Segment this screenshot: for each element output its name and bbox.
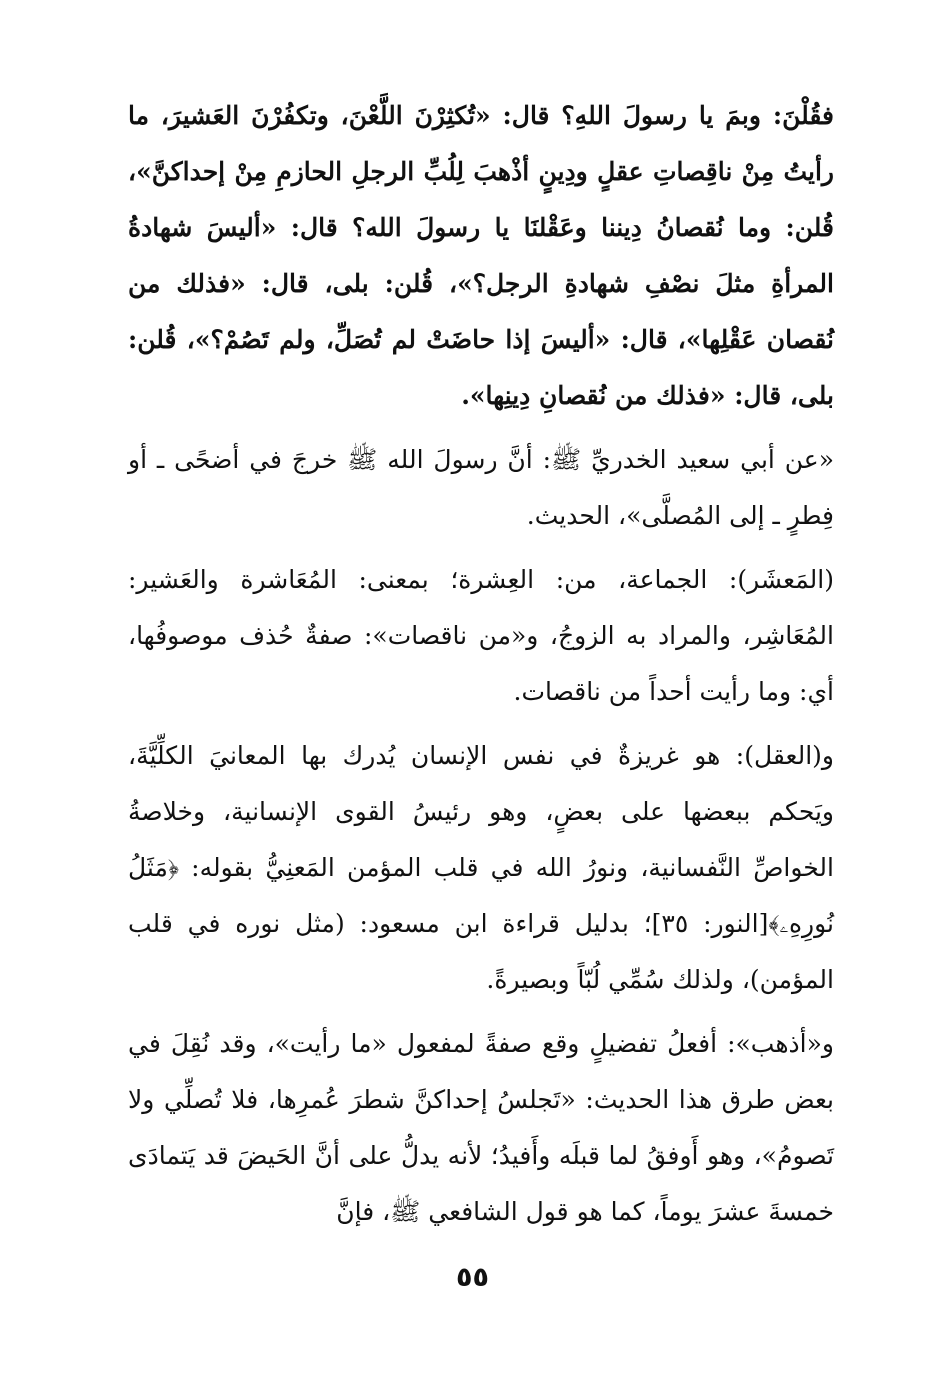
page-body-text (128, 88, 834, 1240)
paragraph-hadith-reference: «عن أبي سعيد الخدريِّ ﷺ: أنَّ رسولَ الله ﷺ خرجَ في أضحًى ـ أو فِطرٍ ـ إلى المُصلَّى»، الحديث. (128, 445, 834, 530)
paragraph-definition-maashar: (المَعشَر): الجماعة، من: العِشرة؛ بمعنى: المُعَاشرة والعَشير: المُعَاشِر، والمراد به الزوجُ، و«من ناقصات»: صفةٌ حُذف موصوفُها، أي: وما رأيت أحداً من ناقصات. (128, 565, 834, 706)
paragraph-definition-aql: و(العقل): هو غريزةٌ في نفس الإنسان يُدرك بها المعانيَ الكلِّيَّةَ، ويَحكم ببعضها على بعضٍ، وهو رئيسُ القوى الإنسانية، وخلاصةُ الخواصِّ النَّفسانية، ونورُ الله في قلب المؤمن المَعنِيُّ بقوله: ﴿مَثَلُ نُورِهِۦ﴾[النور: ٣٥]؛ بدليل قراءة ابن مسعود: (مثل نوره في قلب المؤمن)، ولذلك سُمِّي لُبّاً وبصيرةً. (128, 741, 834, 994)
page-number: ٥٥ (456, 1262, 489, 1293)
paragraph-definition-adhhab: و«أذهب»: أفعلُ تفضيلٍ وقع صفةً لمفعول «ما رأيت»، وقد نُقِلَ في بعض طرق هذا الحديث: «تَجلسُ إحداكنَّ شطرَ عُمرِها، فلا تُصلِّي ولا تَصومُ»، وهو أَوفقُ لما قبلَه وأَفيدُ؛ لأنه يدلُّ على أنَّ الحَيضَ قد يَتمادَى خمسةَ عشرَ يوماً، كما هو قول الشافعي ﷺ، فإنَّ (128, 1029, 834, 1226)
paragraph-hadith-dialogue: فقُلْنَ: وبمَ يا رسولَ اللهِ؟ قال: «تُكثِرْنَ اللَّعْنَ، وتكفُرْنَ العَشيرَ، ما رأيتُ مِنْ ناقِصاتِ عقلٍ ودِينٍ أذْهبَ لِلُبِّ الرجلِ الحازمِ مِنْ إحداكنَّ»، قُلن: وما نُقصانُ دِيننا وعَقْلنَا يا رسولَ الله؟ قال: «أليسَ شهادةُ المرأةِ مثلَ نصْفِ شهادةِ الرجل؟»، قُلن: بلى، قال: «فذلك من نُقصان عَقْلِها»، قال: «أليسَ إذا حاضَتْ لم تُصَلِّ، ولم تَصُمْ؟»، قُلن: بلى، قال: «فذلك من نُقصانِ دِينِها». (128, 101, 834, 410)
